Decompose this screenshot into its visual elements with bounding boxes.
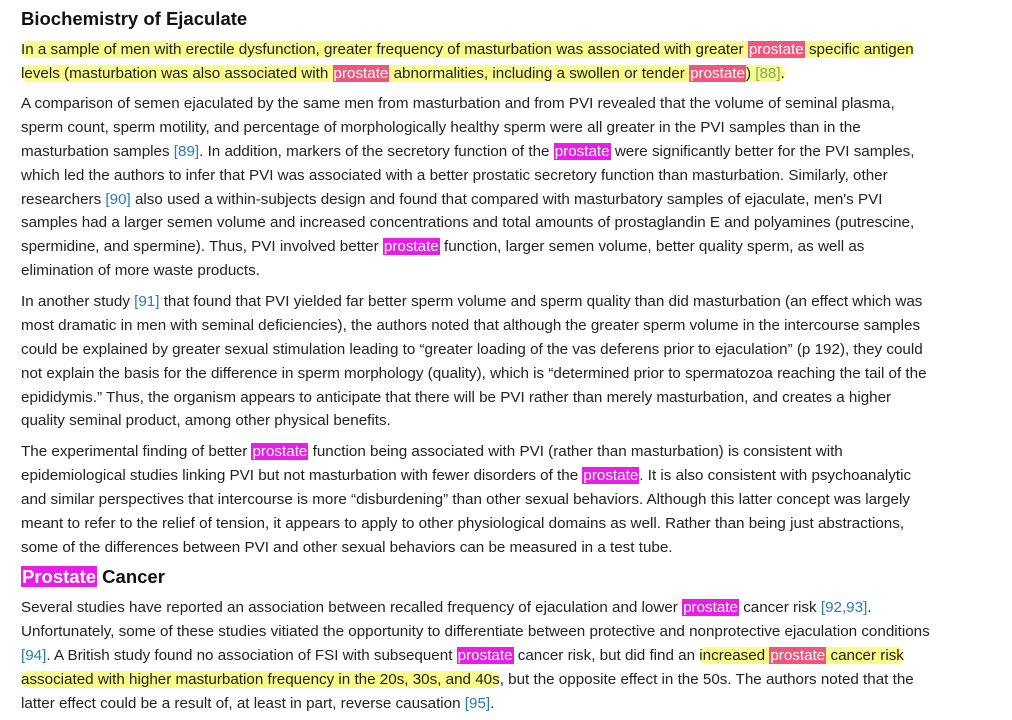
- text-run: samples had a larger semen volume and increased concentrations and total amounts of prostaglandin E and polyamines (putrescine,: [21, 214, 915, 232]
- text-run: ): [745, 64, 756, 82]
- text-line: [21, 464, 911, 488]
- keyword-highlight: prostate: [457, 646, 513, 664]
- text-line: [21, 259, 914, 283]
- yellow-highlight: [21, 41, 914, 58]
- keyword-highlight: prostate: [748, 41, 804, 58]
- text-line: [21, 92, 914, 116]
- text-line: [21, 116, 914, 140]
- citation-link[interactable]: [94]: [21, 646, 47, 664]
- text-line: [21, 596, 930, 620]
- text-line: [21, 140, 914, 164]
- text-line: [21, 235, 914, 259]
- yellow-highlight: [699, 647, 904, 664]
- text-run: which led the authors to infer that PVI was associated with a better prostatic secretory function than masturbation. Similarly, other: [21, 166, 888, 184]
- text-run: elimination of more waste products.: [21, 262, 260, 280]
- text-run: function, larger semen volume, better quality sperm, as well as: [439, 238, 865, 256]
- text-run: In another study: [21, 293, 135, 310]
- text-line: [21, 536, 911, 560]
- text-line: [21, 211, 914, 235]
- text-line: [21, 620, 930, 644]
- keyword-highlight: prostate: [383, 238, 439, 256]
- keyword-highlight: prostate: [554, 142, 610, 160]
- paragraph-cancer-risk: [21, 596, 930, 715]
- citation-link[interactable]: [88]: [755, 64, 781, 82]
- text-run: latter effect could be a result of, at least in part, reverse causation: [21, 694, 465, 712]
- keyword-highlight: Prostate: [22, 566, 97, 587]
- text-run: .: [490, 694, 495, 712]
- section-heading-prostate-cancer: [21, 565, 165, 589]
- text-run: In a sample of men with erectile dysfunction, greater frequency of masturbation was associated with greater: [21, 41, 748, 58]
- text-run: .: [780, 64, 785, 82]
- text-run: increased: [699, 646, 770, 664]
- citation-link[interactable]: [90]: [105, 190, 131, 208]
- text-run: . A British study found no association of FSI with subsequent: [46, 646, 457, 664]
- keyword-highlight: prostate: [333, 64, 389, 82]
- citation-link[interactable]: [95]: [464, 694, 491, 712]
- text-run: also used a within-subjects design and found that compared with masturbatory samples of ejaculate, men's PVI: [130, 190, 883, 208]
- text-line: [21, 409, 927, 433]
- text-run: were significantly better for the PVI samples,: [610, 142, 915, 160]
- yellow-highlight: [21, 65, 785, 82]
- text-line: [21, 692, 930, 716]
- text-run: epididymis.” Thus, the organism appears to anticipate that there will be PVI rather than merely masturbation, and creates a higher: [21, 388, 892, 406]
- text-run: , but the opposite effect in the 50s. The authors noted that the: [499, 670, 914, 688]
- paragraph-another-study: [21, 290, 927, 433]
- text-line: [21, 290, 927, 314]
- text-run: masturbation samples: [21, 142, 174, 160]
- citation-link[interactable]: [91]: [134, 293, 160, 310]
- keyword-highlight: prostate: [683, 599, 738, 616]
- text-line: [21, 314, 927, 338]
- keyword-highlight: prostate: [690, 64, 745, 82]
- text-run: that found that PVI yielded far better sperm volume and sperm quality than did masturbation (an effect which was: [159, 293, 923, 310]
- text-line: [21, 644, 930, 668]
- text-run: cancer risk, but did find an: [513, 646, 700, 664]
- text-run: . It is also consistent with psychoanalytic: [639, 466, 912, 484]
- text-run: could be explained by greater sexual stimulation leading to “greater loading of the vas deferens prior to ejaculation” (p 192), they could: [21, 340, 923, 358]
- text-run: specific antigen: [804, 41, 914, 58]
- text-line: [21, 440, 911, 464]
- text-line: [21, 362, 927, 386]
- text-run: . In addition, markers of the secretory function of the: [199, 142, 554, 160]
- text-run: abnormalities, including a swollen or tender: [389, 64, 690, 82]
- text-run: most dramatic in men with seminal deficiencies), the authors noted that although the greater sperm volume in the intercourse samples: [21, 316, 921, 334]
- section-heading-biochemistry: Biochemistry of Ejaculate: [21, 8, 248, 29]
- text-run: spermidine, and spermine). Thus, PVI involved better: [21, 238, 383, 256]
- yellow-highlight: associated with higher masturbation frequency in the 20s, 30s, and 40s: [21, 670, 500, 688]
- text-run: meant to refer to the relief of tension, it appears to apply to other physiological domains as well. Rather than being just abstractions,: [21, 514, 905, 532]
- text-run: quality seminal product, among other physical benefits.: [21, 412, 391, 430]
- heading-text: Cancer: [97, 566, 165, 587]
- text-run: The experimental finding of better: [21, 443, 252, 460]
- paragraph-experimental-finding: [21, 440, 911, 559]
- text-run: not explain the basis for the difference in sperm morphology (quality), which is “determined prior to spermatozoa reaching the tail of the: [21, 364, 927, 382]
- text-line: [21, 38, 914, 62]
- text-run: epidemiological studies linking PVI but not masturbation with fewer disorders of the: [21, 466, 583, 484]
- paragraph-semen-comparison: [21, 92, 914, 283]
- text-run: some of the differences between PVI and other sexual behaviors can be measured in a test tube.: [21, 538, 673, 556]
- text-run: A comparison of semen ejaculated by the same men from masturbation and from PVI revealed that the volume of seminal plasma,: [21, 95, 895, 112]
- text-line: [21, 668, 930, 692]
- paragraph-psa: [21, 38, 914, 86]
- text-run: Unfortunately, some of these studies vitiated the opportunity to differentiate between protective and nonprotective ejaculation conditions: [21, 622, 930, 640]
- text-line: [21, 386, 927, 410]
- keyword-highlight: prostate: [583, 466, 639, 484]
- text-run: function being associated with PVI (rather than masturbation) is consistent with: [308, 443, 843, 460]
- text-line: [21, 164, 914, 188]
- keyword-highlight: prostate: [252, 443, 308, 460]
- text-run: and similar perspectives that intercourse is more “disburdening” than other sexual behaviors. Although this latter concept was largely: [21, 490, 910, 508]
- keyword-highlight: prostate: [770, 646, 826, 664]
- text-line: [21, 338, 927, 362]
- text-run: sperm count, sperm motility, and percentage of morphologically healthy sperm were all greater in the PVI samples than in the: [21, 118, 861, 136]
- text-run: cancer risk: [738, 599, 821, 616]
- text-run: cancer risk: [826, 646, 904, 664]
- text-run: Several studies have reported an association between recalled frequency of ejaculation and lower: [21, 599, 683, 616]
- text-run: levels (masturbation was also associated with: [21, 64, 333, 82]
- text-line: [21, 488, 911, 512]
- citation-link[interactable]: [92,93]: [820, 599, 868, 616]
- text-line: [21, 62, 914, 86]
- citation-link[interactable]: [89]: [173, 142, 200, 160]
- text-run: .: [867, 599, 872, 616]
- text-line: [21, 188, 914, 212]
- text-line: [21, 512, 911, 536]
- text-run: researchers: [21, 190, 106, 208]
